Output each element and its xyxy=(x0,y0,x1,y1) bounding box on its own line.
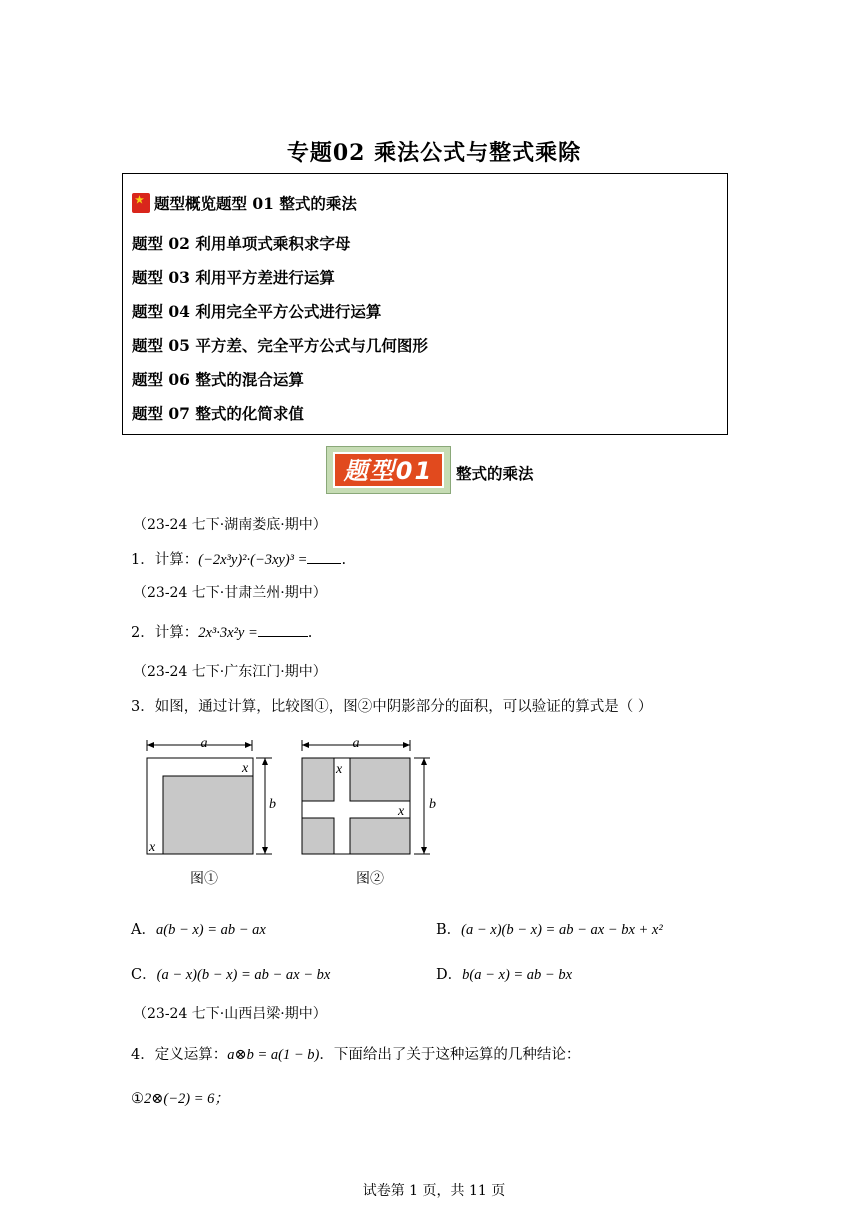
page-title: 专题02 乘法公式与整式乘除 xyxy=(286,140,582,166)
option-d-label: D． xyxy=(436,967,463,983)
q3-option-c[interactable] xyxy=(131,963,330,984)
overview-line-7: 题型 07 整式的化简求值 xyxy=(132,404,304,423)
figure-2 xyxy=(302,736,436,854)
option-d-expression: b(a − x) = ab − bx xyxy=(462,967,573,983)
q2-number: 2． xyxy=(131,625,155,641)
q3-figures xyxy=(130,728,460,893)
fig2-shaded-bottom-right xyxy=(350,818,410,854)
fig2-a-label: a xyxy=(352,736,360,751)
page-footer: 试卷第 1 页，共 11 页 xyxy=(362,1183,506,1199)
q4-item1-expression: 2⊗(−2) = 6； xyxy=(144,1091,229,1107)
overview-line-1 xyxy=(132,192,357,214)
overview-line-6: 题型 06 整式的混合运算 xyxy=(132,370,304,389)
section-badge xyxy=(326,446,451,494)
q1-expression: (−2x³y)²·(−3xy)³ = xyxy=(198,552,308,568)
option-c-expression: (a − x)(b − x) = ab − ax − bx xyxy=(156,967,331,983)
fig1-shaded-region xyxy=(163,776,253,854)
option-a-label: A． xyxy=(131,922,156,938)
figure-1 xyxy=(147,736,276,855)
fig2-x-right: x xyxy=(398,804,405,819)
q4-prefix: 4．定义运算： xyxy=(131,1047,228,1063)
question-1 xyxy=(131,548,346,569)
overview-line-5: 题型 05 平方差、完全平方公式与几何图形 xyxy=(132,336,428,355)
fig2-shaded-top-right xyxy=(350,758,410,801)
q3-option-a[interactable] xyxy=(131,918,266,939)
fig1-a-label: a xyxy=(200,736,208,751)
q4-suffix: ．下面给出了关于这种运算的几种结论： xyxy=(319,1047,581,1063)
option-c-label: C． xyxy=(131,967,157,983)
q3-stem: 3．如图，通过计算，比较图①，图②中阴影部分的面积，可以验证的算式是（ ） xyxy=(131,699,653,715)
option-a-expression: a(b − x) = ab − ax xyxy=(155,922,266,938)
q1-number: 1． xyxy=(131,552,155,568)
fig2-x-top: x xyxy=(336,762,343,777)
overview-box xyxy=(122,173,728,435)
fig2-b-label: b xyxy=(429,797,436,812)
q2-expression: 2x³·3x²y = xyxy=(198,625,258,641)
q4-stem xyxy=(131,1043,580,1064)
q1-end: . xyxy=(341,552,347,568)
book-icon xyxy=(132,193,150,213)
q3-source: （23-24 七下·广东江门·期中） xyxy=(133,664,327,680)
q2-prefix: 计算： xyxy=(154,625,199,641)
q1-answer-blank[interactable] xyxy=(307,549,341,564)
fig1-caption: 图① xyxy=(190,871,218,887)
fig2-shaded-top-left xyxy=(302,758,334,801)
q4-source: （23-24 七下·山西吕梁·期中） xyxy=(133,1006,327,1022)
overview-text-1: 题型概览题型 01 整式的乘法 xyxy=(154,194,357,213)
q2-source: （23-24 七下·甘肃兰州·期中） xyxy=(133,585,327,601)
q4-definition: a⊗b = a(1 − b) xyxy=(227,1047,320,1063)
option-b-label: B． xyxy=(436,922,462,938)
fig2-shaded-bottom-left xyxy=(302,818,334,854)
q4-item-1 xyxy=(131,1087,229,1108)
fig1-x-bottom: x xyxy=(149,840,156,855)
q3-option-d[interactable] xyxy=(436,963,572,984)
fig1-x-top: x xyxy=(242,761,249,776)
fig2-caption: 图② xyxy=(356,871,384,887)
overview-line-4: 题型 04 利用完全平方公式进行运算 xyxy=(132,302,382,321)
q4-item1-marker: ① xyxy=(131,1091,144,1107)
overview-line-3: 题型 03 利用平方差进行运算 xyxy=(132,268,335,287)
q3-option-b[interactable] xyxy=(436,918,663,939)
fig1-b-label: b xyxy=(269,797,276,812)
q2-answer-blank[interactable] xyxy=(258,622,308,637)
option-b-expression: (a − x)(b − x) = ab − ax − bx + x² xyxy=(461,922,663,938)
q2-end: . xyxy=(307,625,313,641)
overview-line-2: 题型 02 利用单项式乘积求字母 xyxy=(132,234,351,253)
q1-source: （23-24 七下·湖南娄底·期中） xyxy=(133,517,327,533)
q1-prefix: 计算： xyxy=(154,552,199,568)
section-badge-text: 题型01 xyxy=(333,452,444,488)
question-2 xyxy=(131,621,312,642)
section-title: 整式的乘法 xyxy=(456,464,534,483)
